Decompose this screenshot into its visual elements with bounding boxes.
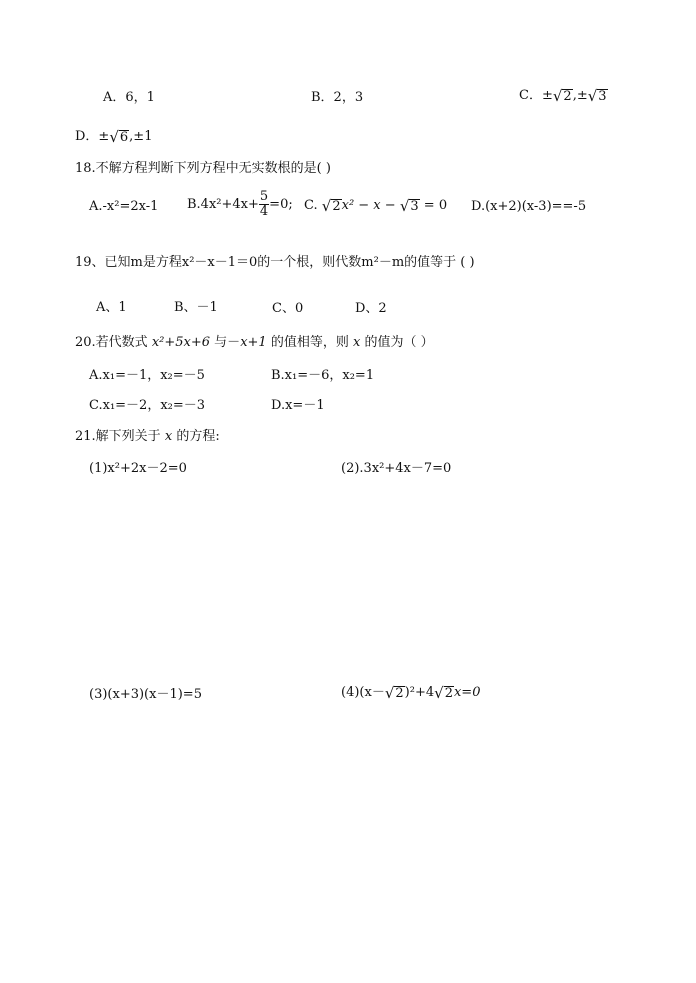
q17-option-c-prefix: C．± xyxy=(519,88,553,103)
q19-option-c: C、0 xyxy=(272,301,304,316)
sqrt-symbol: √ 3 xyxy=(399,196,419,215)
q21-part-4-pre: (4)(x－ xyxy=(341,685,385,700)
q18-option-c-label: C. xyxy=(304,198,318,213)
q20-option-a: A.x₁=－1，x₂=－5 xyxy=(89,368,205,383)
q21-stem-pre: 21.解下列关于 xyxy=(75,429,161,444)
q19-stem: 19、已知m是方程x²－x－1＝0的一个根，则代数m²－m的值等于 ( ) xyxy=(75,255,475,270)
q18-option-b-post: =0; xyxy=(269,197,293,212)
sqrt-symbol: √ 2 xyxy=(434,683,453,702)
fraction: $\frac{5}{4}$ xyxy=(259,189,269,219)
q20-stem-mid2: 的值相等，则 xyxy=(270,335,349,350)
q17-option-c xyxy=(519,87,608,105)
q21-var: x xyxy=(164,429,173,444)
q18-option-a: A.-x²=2x-1 xyxy=(89,199,159,214)
q18-option-d: D.(x+2)(x-3)==-5 xyxy=(471,199,587,214)
q20-expr1: x²+5x+6 xyxy=(151,335,211,350)
sqrt-symbol: √ 2 xyxy=(552,86,572,105)
q20-option-b: B.x₁=－6，x₂=1 xyxy=(271,368,375,383)
q19-option-d: D、2 xyxy=(355,301,387,316)
q20-option-c: C.x₁=－2，x₂=－3 xyxy=(89,398,206,413)
q18-option-c xyxy=(304,197,447,215)
sqrt-symbol: √ 3 xyxy=(587,86,607,105)
q20-stem xyxy=(75,334,434,352)
q21-stem-post: 的方程: xyxy=(176,429,220,444)
q20-expr2: x+1 xyxy=(240,335,267,350)
sqrt-symbol: √ 6 xyxy=(109,127,129,146)
q17-option-c-mid: ,± xyxy=(572,88,588,103)
q21-part-4 xyxy=(341,684,480,702)
q17-option-d-suffix: ,±1 xyxy=(129,129,153,144)
q21-part-4-post: x=0 xyxy=(453,685,481,700)
q20-option-d: D.x=－1 xyxy=(271,398,325,413)
q18-option-b xyxy=(187,190,293,219)
q18-stem: 18.不解方程判断下列方程中无实数根的是( ) xyxy=(75,161,331,176)
q19-option-b: B、－1 xyxy=(174,300,218,315)
q21-part-3: (3)(x+3)(x－1)=5 xyxy=(89,687,202,702)
q17-option-b: B．2，3 xyxy=(311,90,364,105)
q21-stem xyxy=(75,428,220,446)
q20-var: x xyxy=(352,335,361,350)
q18-option-b-pre: B.4x²+4x+ xyxy=(187,197,259,212)
q19-option-a: A、1 xyxy=(96,300,127,315)
q21-part-1: (1)x²+2x－2=0 xyxy=(89,461,187,476)
q21-part-4-mid: )²+4 xyxy=(404,685,435,700)
q20-stem-mid: 与－ xyxy=(214,335,241,350)
q17-option-a: A．6，1 xyxy=(103,90,155,105)
q17-option-d-prefix: D．± xyxy=(75,129,110,144)
q21-part-2: (2).3x²+4x－7=0 xyxy=(341,461,452,476)
sqrt-symbol: √ 2 xyxy=(321,196,341,215)
q20-stem-post: 的值为（ ） xyxy=(364,335,434,350)
q20-stem-pre: 20.若代数式 xyxy=(75,335,148,350)
q18-option-c-mid: x² − x − xyxy=(341,198,396,213)
q18-option-c-end: = 0 xyxy=(423,198,448,213)
sqrt-symbol: √ 2 xyxy=(384,683,404,702)
q17-option-d xyxy=(75,128,152,146)
